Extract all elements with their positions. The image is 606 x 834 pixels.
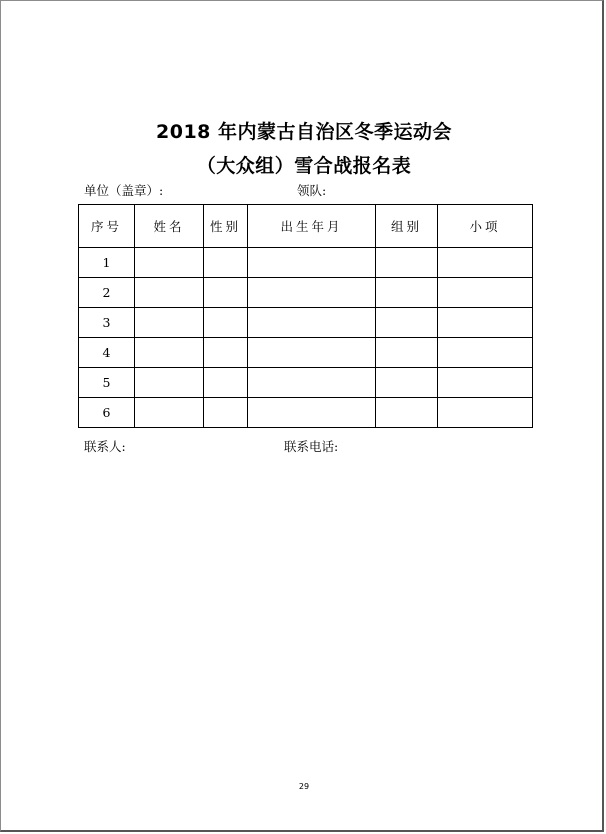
table-header-row	[79, 205, 533, 248]
header-cell-event: 小项	[438, 205, 533, 248]
event-cell[interactable]	[438, 248, 533, 278]
table-row	[79, 248, 533, 278]
event-cell[interactable]	[438, 398, 533, 428]
event-cell[interactable]	[438, 308, 533, 338]
birth-date-cell[interactable]	[248, 368, 376, 398]
birth-date-cell[interactable]	[248, 248, 376, 278]
birth-date-cell[interactable]	[248, 308, 376, 338]
gender-cell[interactable]	[204, 248, 248, 278]
birth-date-cell[interactable]	[248, 278, 376, 308]
group-cell[interactable]	[376, 368, 438, 398]
table-row	[79, 338, 533, 368]
header-cell-number: 序号	[79, 205, 135, 248]
table-row	[79, 368, 533, 398]
table-row	[79, 308, 533, 338]
name-cell[interactable]	[135, 278, 204, 308]
row-number: 1	[79, 248, 135, 278]
event-cell[interactable]	[438, 368, 533, 398]
page-number: 29	[298, 782, 310, 791]
group-cell[interactable]	[376, 278, 438, 308]
name-cell[interactable]	[135, 368, 204, 398]
row-number: 4	[79, 338, 135, 368]
title-line-1: 2018 年内蒙古自治区冬季运动会	[156, 121, 452, 143]
name-cell[interactable]	[135, 248, 204, 278]
contact-person-label: 联系人:	[84, 439, 126, 454]
registration-table	[78, 204, 533, 428]
gender-cell[interactable]	[204, 398, 248, 428]
gender-cell[interactable]	[204, 338, 248, 368]
row-number: 3	[79, 308, 135, 338]
name-cell[interactable]	[135, 398, 204, 428]
table-row	[79, 398, 533, 428]
header-cell-group: 组别	[376, 205, 438, 248]
row-number: 6	[79, 398, 135, 428]
event-cell[interactable]	[438, 278, 533, 308]
name-cell[interactable]	[135, 308, 204, 338]
row-number: 5	[79, 368, 135, 398]
header-cell-birth-date: 出生年月	[248, 205, 376, 248]
unit-label: 单位（盖章）:	[84, 183, 164, 198]
table-row	[79, 278, 533, 308]
birth-date-cell[interactable]	[248, 338, 376, 368]
contact-phone-label: 联系电话:	[284, 439, 339, 454]
group-cell[interactable]	[376, 248, 438, 278]
leader-label: 领队:	[297, 183, 327, 198]
row-number: 2	[79, 278, 135, 308]
header-cell-name: 姓名	[135, 205, 204, 248]
gender-cell[interactable]	[204, 308, 248, 338]
header-cell-gender: 性别	[204, 205, 248, 248]
gender-cell[interactable]	[204, 278, 248, 308]
group-cell[interactable]	[376, 338, 438, 368]
birth-date-cell[interactable]	[248, 398, 376, 428]
title-line-2: （大众组）雪合战报名表	[196, 155, 412, 177]
name-cell[interactable]	[135, 338, 204, 368]
group-cell[interactable]	[376, 308, 438, 338]
group-cell[interactable]	[376, 398, 438, 428]
gender-cell[interactable]	[204, 368, 248, 398]
event-cell[interactable]	[438, 338, 533, 368]
